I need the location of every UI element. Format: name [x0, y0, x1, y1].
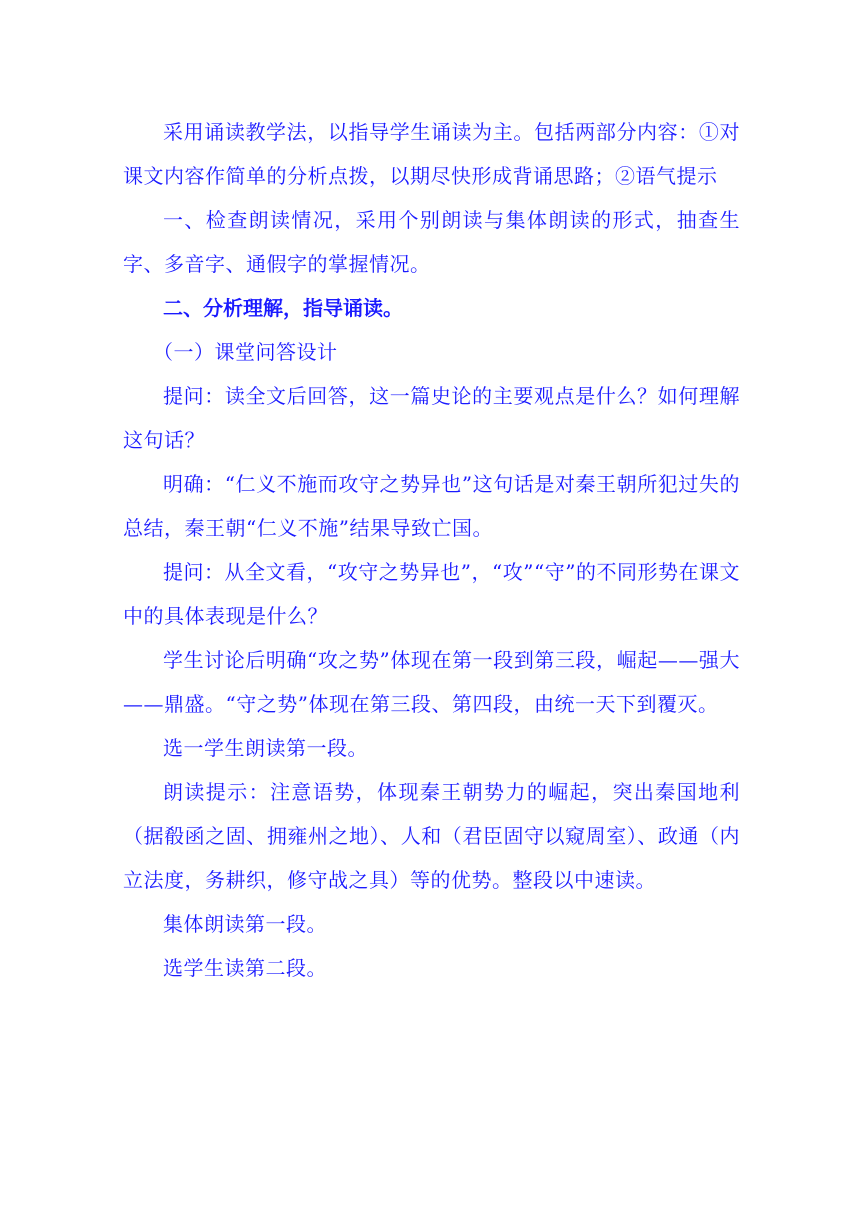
- paragraph-reading-one: 选一学生朗读第一段。: [163, 736, 368, 760]
- subheading-text: （一）课堂问答设计: [153, 340, 338, 364]
- paragraph-subheading-qa: [123, 330, 740, 374]
- paragraph-question-two: 提问：从全文看，“攻守之势异也”，“攻”“守”的不同形势在课文中的具体表现是什么？: [123, 560, 740, 628]
- paragraph-answer-one: 明确：“仁义不施而攻守之势异也”这句话是对秦王朝所犯过失的总结，秦王朝“仁义不施”结果导致亡国。: [123, 472, 740, 540]
- paragraph-step-one: 一、检查朗读情况，采用个别朗读与集体朗读的形式，抽查生字、多音字、通假字的掌握情况。: [123, 208, 740, 276]
- paragraph-group-reading: 集体朗读第一段。: [163, 912, 327, 936]
- paragraph-answer-two: 学生讨论后明确“攻之势”体现在第一段到第三段，崛起——强大——鼎盛。“守之势”体现在第三段、第四段，由统一天下到覆灭。: [123, 648, 740, 716]
- paragraph-reading-two: 选学生读第二段。: [163, 956, 327, 980]
- paragraph-step-two-heading: 二、分析理解，指导诵读。: [163, 296, 403, 320]
- paragraph-method: 采用诵读教学法，以指导学生诵读为主。包括两部分内容：①对课文内容作简单的分析点拨，以期尽快形成背诵思路；②语气提示: [123, 120, 740, 188]
- document-body: [123, 110, 740, 990]
- paragraph-reading-tips: 朗读提示：注意语势，体现秦王朝势力的崛起，突出秦国地利（据殽函之固、拥雍州之地）、人和（君臣固守以窥周室）、政通（内立法度，务耕织，修守战之具）等的优势。整段以中速读。: [123, 780, 740, 892]
- paragraph-question-one: 提问：读全文后回答，这一篇史论的主要观点是什么？如何理解这句话？: [123, 384, 740, 452]
